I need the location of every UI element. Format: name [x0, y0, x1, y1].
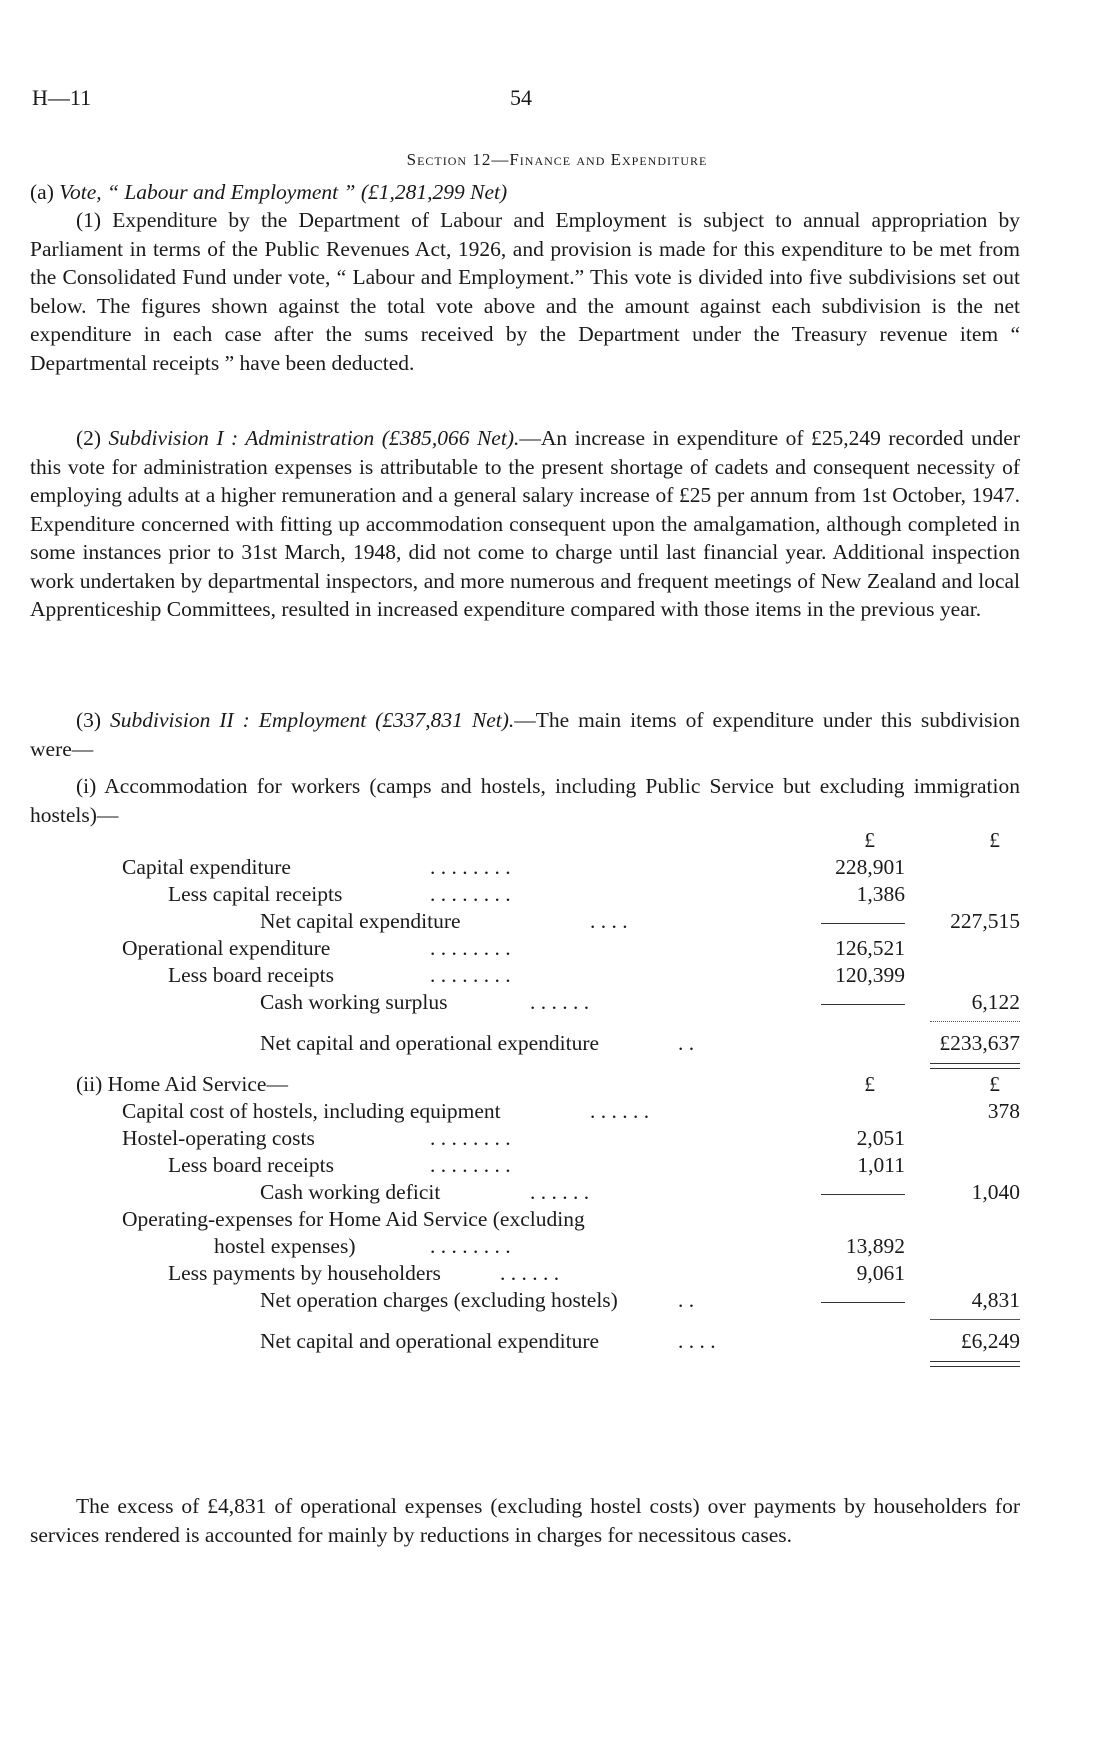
row-leader: . . . . . . . . — [430, 882, 511, 906]
table-row — [30, 853, 1020, 880]
row-leader: . . . . . . . . — [430, 936, 511, 960]
accommodation-table — [30, 826, 1020, 1071]
column-header-pounds: £ — [989, 1072, 1000, 1096]
closing-paragraph — [30, 1492, 1020, 1549]
row-leader: . . . . . . — [500, 1261, 560, 1285]
table-row — [30, 1151, 1020, 1178]
vote-prefix: (a) — [30, 180, 60, 204]
section-title: Section 12—Finance and Expenditure — [406, 150, 708, 169]
paragraph-4 — [30, 772, 1020, 829]
paragraph-3 — [30, 706, 1020, 763]
row-label: Net capital expenditure — [260, 909, 461, 933]
row-leader: . . . . . . . . — [430, 963, 511, 987]
paragraph-2 — [30, 424, 1020, 624]
row-value-col2: 4,831 — [971, 1288, 1020, 1312]
vote-heading — [30, 178, 1020, 207]
row-leader: . . . . — [590, 909, 628, 933]
row-leader: . . . . . . . . — [430, 855, 511, 879]
paragraph-3-number: (3) — [76, 708, 111, 732]
row-value-col1: 1,386 — [856, 882, 905, 906]
row-value-col2: 1,040 — [971, 1180, 1020, 1204]
row-leader: . . . . . . — [530, 1180, 590, 1204]
row-leader: . . — [678, 1288, 695, 1312]
table-row — [30, 988, 1020, 1015]
paragraph-4-text: (i) Accommodation for workers (camps and hostels, including Public Service but excluding immigration hostels)— — [30, 774, 1020, 827]
table-row — [30, 961, 1020, 988]
table-row — [30, 934, 1020, 961]
row-label: Capital cost of hostels, including equipment — [122, 1099, 501, 1123]
row-label: Less board receipts — [168, 963, 334, 987]
subtotal-rule — [785, 988, 905, 1017]
total-value: £233,637 — [939, 1031, 1020, 1055]
table-row — [30, 1286, 1020, 1313]
row-value-col2: 6,122 — [971, 990, 1020, 1014]
row-label: Less board receipts — [168, 1153, 334, 1177]
row-label: Net operation charges (excluding hostels) — [260, 1288, 618, 1312]
row-value-col2: 378 — [987, 1099, 1020, 1123]
row-label: Capital expenditure — [122, 855, 291, 879]
column-header-pounds: £ — [864, 828, 875, 852]
row-label: Operational expenditure — [122, 936, 331, 960]
total-leader: . . . . — [678, 1329, 716, 1353]
total-value: £6,249 — [960, 1329, 1020, 1353]
table-row — [30, 880, 1020, 907]
table-row — [30, 1097, 1020, 1124]
table-row — [30, 1124, 1020, 1151]
table-row — [30, 1232, 1020, 1259]
paragraph-2-text: —An increase in expenditure of £25,249 recorded under this vote for administration expenses is attributable to the present shortage of cadets and consequent necessity of employing adults at a higher remuneration and a general salary increase of £25 per annum from 1st October, 1947. Expenditure concerned with fitting up accommodation consequent upon the amalgamation, although completed in some instances prior to 31st March, 1948, did not come to charge until last financial year. Additional inspection work undertaken by departmental inspectors, and more numerous and frequent meetings of New Zealand and local Apprenticeship Committees, resulted in increased expenditure compared with those items in the previous year. — [30, 426, 1020, 621]
table-header-row — [30, 1070, 1020, 1097]
column-header-pounds: £ — [864, 1072, 875, 1096]
paragraph-1 — [30, 206, 1020, 377]
table-header-row — [30, 826, 1020, 853]
document-reference: H—11 — [32, 85, 92, 110]
total-leader: . . — [678, 1031, 695, 1055]
table-row — [30, 1259, 1020, 1286]
closing-paragraph-text: The excess of £4,831 of operational expenses (excluding hostel costs) over payments by householders for services rendered is accounted for mainly by reductions in charges for necessitous cases. — [30, 1494, 1020, 1547]
row-value-col1: 126,521 — [835, 936, 905, 960]
total-rule — [930, 1021, 1020, 1022]
row-label: Operating-expenses for Home Aid Service (excluding — [122, 1207, 585, 1231]
home-aid-table — [30, 1070, 1020, 1369]
row-value-col1: 1,011 — [857, 1153, 905, 1177]
vote-title: Vote, “ Labour and Employment ” (£1,281,299 Net) — [59, 180, 508, 204]
row-leader: . . . . . . . . — [430, 1234, 511, 1258]
total-label: Net capital and operational expenditure — [260, 1329, 600, 1353]
table-row — [30, 907, 1020, 934]
column-header-pounds: £ — [989, 828, 1000, 852]
total-double-rule — [930, 1361, 1020, 1367]
total-label: Net capital and operational expenditure — [260, 1031, 600, 1055]
subtotal-rule — [785, 1178, 905, 1207]
subtotal-rule — [785, 907, 905, 936]
paragraph-1-text: (1) Expenditure by the Department of Labour and Employment is subject to annual appropriation by Parliament in terms of the Public Revenues Act, 1926, and provision is made for this expenditure to be met from the Consolidated Fund under vote, “ Labour and Employment.” This vote is divided into five subdivisions set out below. The figures shown against the total vote above and the amount against each subdivision is the net expenditure in each case after the sums received by the Department under the Treasury revenue item “ Departmental receipts ” have been deducted. — [30, 208, 1020, 375]
subtotal-rule — [785, 1286, 905, 1315]
row-leader: . . . . . . — [590, 1099, 650, 1123]
row-value-col2: 227,515 — [950, 909, 1020, 933]
row-label: Hostel-operating costs — [122, 1126, 315, 1150]
row-leader: . . . . . . . . — [430, 1126, 511, 1150]
paragraph-2-heading: Subdivision I : Administration (£385,066 Net). — [108, 426, 520, 450]
row-leader: . . . . . . — [530, 990, 590, 1014]
row-label: Cash working surplus — [260, 990, 448, 1014]
row-label: Less payments by householders — [168, 1261, 441, 1285]
table-total-row — [30, 1029, 1020, 1061]
total-double-rule — [930, 1063, 1020, 1069]
table-row — [30, 1205, 1020, 1232]
paragraph-2-number: (2) — [76, 426, 109, 450]
page-number: 54 — [510, 85, 532, 110]
table-row — [30, 1178, 1020, 1205]
row-value-col1: 228,901 — [835, 855, 905, 879]
table-total-row — [30, 1327, 1020, 1359]
row-value-col1: 120,399 — [835, 963, 905, 987]
paragraph-3-heading: Subdivision II : Employment (£337,831 Net). — [110, 708, 515, 732]
table-heading: (ii) Home Aid Service— — [76, 1072, 288, 1096]
row-leader: . . . . . . . . — [430, 1153, 511, 1177]
row-label: hostel expenses) — [214, 1234, 356, 1258]
row-value-col1: 13,892 — [845, 1234, 905, 1258]
total-rule — [930, 1319, 1020, 1320]
row-label: Less capital receipts — [168, 882, 343, 906]
row-label: Cash working deficit — [260, 1180, 441, 1204]
paragraph-3-text: —The main items of expenditure under this subdivision were— — [30, 708, 1021, 761]
row-value-col1: 2,051 — [856, 1126, 905, 1150]
row-value-col1: 9,061 — [856, 1261, 905, 1285]
